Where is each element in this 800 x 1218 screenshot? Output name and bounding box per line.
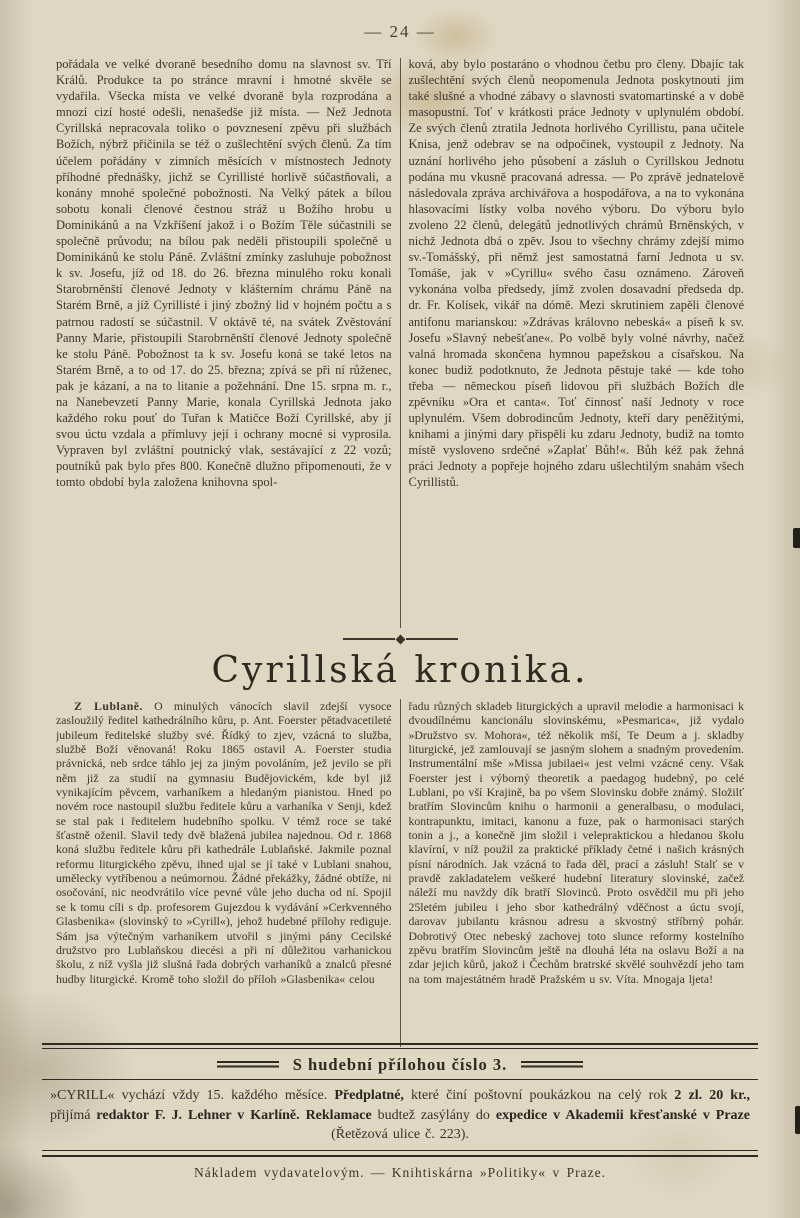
kronika-left-column bbox=[56, 699, 400, 1047]
kronika-right-column bbox=[401, 699, 745, 1047]
kronika-right-text: řadu různých skladeb liturgických a upravil melodie a harmonisaci k dvoudílnému kancionálu slovinskému, »Pesmarica«, již vydalo »Družstvo sv. Mohora«, též několik mší, Te Deum a j. skladby liturgické, jež zamlouvají se jasným slohem a snadným provedením. Instrumentální mše »Missa jubilaei« jest velmi vzácné ceny. Však Foerster jest i výborný theoretik a paedagog hudebný, po celé Lublani, po vší Krajině, ba po všem Slovinsku dobře známý. Složilť bratřím Slovincům knihu o harmonii a generalbasu, o modulaci, kontrapunktu, imitaci, kanonu a fuze, pak o harmonisaci starých tonin a j., a konečně jim složil i velepraktickou a hledanou školu klavírní, v níž použil za praktické příklady četné i našich krásných písní národních. Jak vzácná to řada děl, prací a zásluh! Stalť se v pravdě zakladatelem veškeré hudební literatury slovinské, začež náleží mu navždy dík bratří Slovinců. Proto osvědčil mu při jeho 25letém jubileu i jeho sbor kathedrálný vděčnost a úctu svojí, darovav jubilantu krásnou adresu a skvostný stříbrný pohár. Dobrotivý Otec nebeský zachovej toto slunce reformy kostelního zpěvu bratřím Slovincům ještě na dlouhá léta na oslavu Boží a na zdar jejich kůrů, jakož i Čechům bratrské skvělé souhvězdí jeho tam na tom majestátném hradě Pražském u sv. Víta. Mnogaja ljeta! bbox=[408, 699, 744, 986]
imprint-bold-text: 2 zl. 20 kr., bbox=[674, 1088, 750, 1103]
kronika-section bbox=[56, 699, 744, 1047]
imprint-bold-text: Předplatné, bbox=[334, 1088, 404, 1103]
imprint-text: které činí poštovní poukázkou na celý rok bbox=[403, 1088, 675, 1103]
article-top-right-column bbox=[401, 56, 745, 628]
imprint-text: (Řetězová ulice č. 223). bbox=[331, 1127, 469, 1142]
section-separator-ornament bbox=[56, 630, 744, 648]
kronika-left-paragraph bbox=[56, 699, 392, 986]
imprint-text: »CYRILL« vychází vždy 15. každého měsíce. bbox=[50, 1088, 335, 1103]
separator-diamond bbox=[395, 634, 405, 644]
page-edge-mark bbox=[793, 528, 800, 548]
imprint-text: přijímá bbox=[50, 1107, 97, 1123]
imprint-bold-text: redaktor F. J. Lehner v Karlíně. Reklamace bbox=[96, 1107, 372, 1123]
kronika-dateline: Z Lublaně. bbox=[74, 699, 143, 713]
article-top-section bbox=[56, 56, 744, 628]
separator-line bbox=[406, 638, 458, 640]
page-edge-mark bbox=[795, 1106, 800, 1134]
banner-left-ornament bbox=[217, 1061, 279, 1070]
page-content bbox=[0, 56, 800, 1047]
separator-line bbox=[343, 638, 395, 640]
imprint-bold-text: expedice v Akademii křesťanské v Praze bbox=[495, 1107, 750, 1123]
banner-right-ornament bbox=[521, 1061, 583, 1070]
article-top-left-text: pořádala ve velké dvoraně besedního domu na slavnost sv. Tří Králů. Produkce ta po stránce mravní i hmotné skvěle se vydařila. Všecka místa ve velké dvoraně byla rozprodána a mnozí cizí hosté odešli, nenašedše již místa. — Než Jednota Cyrillská nepracovala toliko o povznesení zpěvu při službách Božích, nýbrž přičinila se též o zušlechtění svých členů. Za tím účelem pořádány v zimních měsících v místnostech Jednoty příhodné přednášky, jichž se Cyrillisté horlivě súčastňovali, a konány mnohé společné pobožnosti. Na Velký pátek a bílou sobotu konali členové čestnou stráž u Božího hrobu u Dominikánů a na Vzkříšení jakož i o Božím Těle súčastnili se společně průvodu; na bílou pak neděli přistoupili společně u Dominikánů ke stolu Páně. Zvláštní zmínky zasluhuje pobožnost k sv. Josefu, jíž od 18. do 26. března minulého roku konali Starobrněnští členové Jednoty v klášterním chrámu Páně na Starém Brně, a jíž Cyrillisté i jiný zbožný lid v hojném počtu a s patrnou radostí se súčastnil. V oktávě té, na svátek Zvěstování Panny Marie, přistoupili Starobrněnští členové Jednoty společně ke stolu Páně. Pobožnost ta k sv. Josefu koná se také letos na Starém Brně, a to od 17. do 25. března; zpívá se při ní růženec, pak je kázaní, a na to litanie a požehnání. Dne 15. srpna m. r., na Nanebevzetí Panny Marie, konala Cyrillská Jednota jako každého roku pouť do Tuřan k Matičce Boží Cyrillské, aby jí svou úctu vzdala a přímluvy její i ochrany mocné si vyprosila. Vypraven byl zvláštní poutnický vlak, sestávající z 22 vozů; poutníků pak bylo přes 800. Konečně dlužno připomenouti, že v tomto období byla založena knihovna spol- bbox=[56, 57, 392, 490]
kronika-left-text: O minulých vánocích slavil zdejší vysoce zasloužilý ředitel kathedrálního kůru, p. Ant. Foerster pětadvacetileté jubileum ředitelské služby své. Řídký to zjev, vzácná to služba, službě Boží věnovaná! Roku 1865 ostavil A. Foerster studia právnická, neb srdce táhlo jej za jiným povoláním, jež jevilo se při něm již za studií na gymnasiu Budějovickém, kde byl již vynikajícím pěvcem, varhaníkem a hledaným pianistou. Hned po novém roce nastoupil službu ředitele kůru a varhaníka v Senji, kdež se stal pak i ředitelem hudebního spolku. V témž roce se také šťastně oženil. Slavil tedy dvě blažená jubilea najednou. Od r. 1868 koná službu ředitele kůru při kathedrále Lublaňské. Jakmile poznal reformu liturgického zpěvu, ihned ujal se jí také v Lublani snahou, umělecky vytříbenou a neúmornou. Žádné překážky, žádné obtíže, ni osočování, nic neodvrátilo více pevné vůle jeho ducha od ní. Spojil se k tomu cíli s dp. profesorem Gujezdou k vydávání »Cerkvenného Glasbenika« (slovinský to »Cyrill«), jehož hudebné přílohy rediguje. Sám jsa výtečným varhaníkem utvořil s jinými pány Cecilské družstvo pro Lublaňskou diecési a při ní důležitou varhanickou školu, z níž vyšla již slušná řada dobrých varhaníků a znalců přesné hudby liturgické. Kromě toho složil do příloh »Glasbenika« celou bbox=[56, 699, 392, 986]
article-top-left-column bbox=[56, 56, 400, 628]
article-top-right-text: ková, aby bylo postaráno o vhodnou četbu pro členy. Dbajíc tak zušlechtění svých členů neopomenula Jednota poskytnouti jim také slušné a vhodné zábavy o slavnosti svatomartinské a v době masopustní. Toť v krátkosti práce Jednoty v uplynulém období. Ze svých členů ztratila Jednota horlivého Cyrillistu, pana učitele Knisa, jenž odebrav se na odpočinek, vystoupil z Jednoty. Na uznání horlivého jeho působení a zásluh o Cyrillskou Jednotu podána mu vkusně pracovaná adressa. — Po zprávě jednatelově následovala zpráva archivářova a hospodářova, a na to vykonána hlasovacími lístky volba nového výboru. Do výboru bylo zvoleno 22 členů, delegátů jednotlivých chrámů Brněnských, v nichž Jednota dbá o zpěv. Jsou to všechny chrámy zdejší mimo sv.-Tomášský, při němž jest samostatná farní Jednota u sv. Tomáše, jak v »Cyrillu« svého času oznámeno. Zároveň vykonána volba předsedy, jímž zvolen dosavadní předseda dp. dr. Fr. Kolísek, vikář na dómě. Mezi skrutiniem zapěli členové antifonu marianskou: »Zdrávas královno nebeská« a píseň k sv. Josefu »Slavný nebešťane«. Po volbě byly volné návrhy, načež valná hromada skončena hymnou papežskou a císařskou. Na konec budiž podotknuto, že Jednota pěstuje také — kde toho třeba — německou píseň lidovou při službách Božích dle zpěvníku »Ora et canta«. Toť činnosť naší Jednoty v roce uplynulém. Všem dobrodincům Jednoty, kteří dary peněžitými, knihami a jinými dary přispěli ku zdaru Jednoty, budiž na tomto místě vysloveno srdečné »Zaplať Bůh!«. Bůh kéž pak žehná práci Jednoty a popřeje hojného zdaru ušlechtilým snahám všech Cyrillistů. bbox=[408, 57, 744, 490]
page-footer bbox=[42, 1043, 758, 1181]
colophon-line: Nákladem vydavatelovým. — Knihtiskárna »Politiky« v Praze. bbox=[194, 1164, 606, 1180]
supplement-banner-text: S hudební přílohou číslo 3. bbox=[292, 1055, 508, 1074]
page-number: — 24 — bbox=[364, 22, 436, 41]
supplement-banner bbox=[42, 1049, 758, 1079]
kronika-section-heading: Cyrillská kronika. bbox=[211, 650, 589, 691]
subscription-notice bbox=[50, 1086, 750, 1145]
banner-bottom-rule bbox=[42, 1079, 758, 1080]
imprint-text: budtež zasýlány do bbox=[371, 1107, 496, 1123]
imprint-bottom-rule bbox=[42, 1150, 758, 1157]
